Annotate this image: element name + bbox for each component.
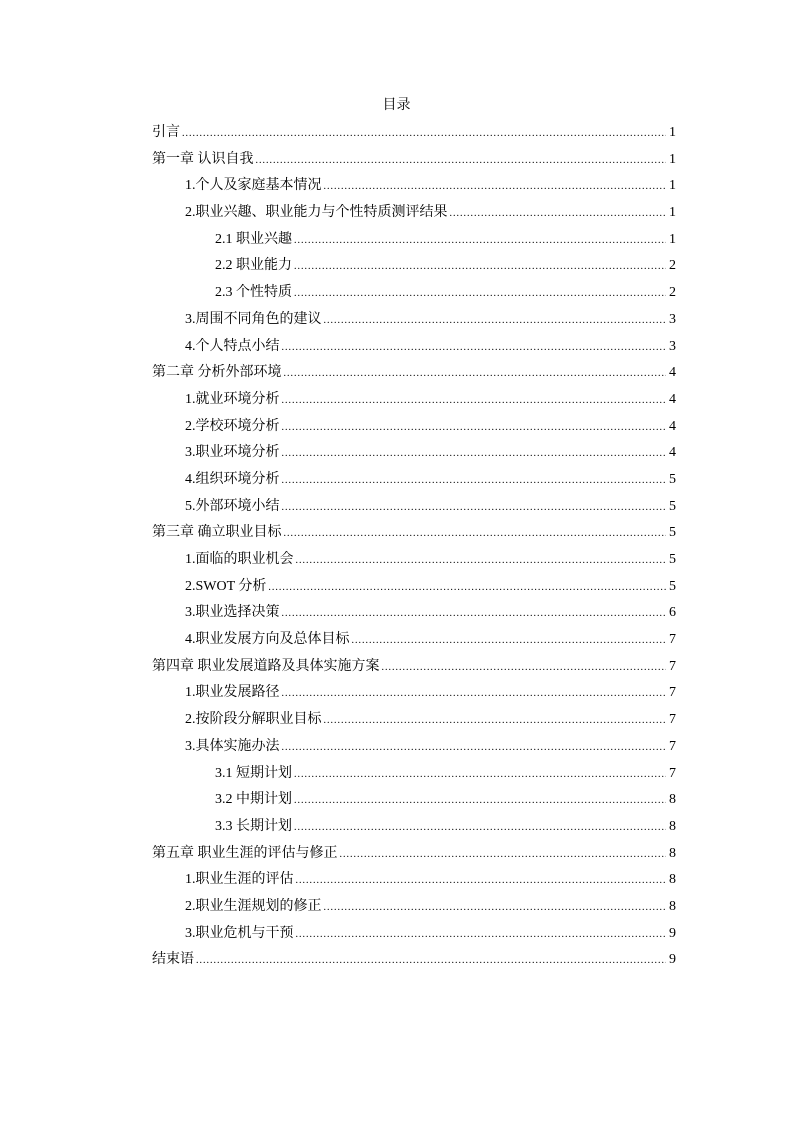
- toc-entry-label: 第五章 职业生涯的评估与修正: [152, 845, 338, 861]
- toc-entry[interactable]: [152, 280, 676, 307]
- toc-entry-page-number: 8: [669, 845, 676, 861]
- toc-entry-label: 3.1 短期计划: [215, 765, 292, 781]
- toc-dot-leader: [294, 788, 666, 815]
- toc-entry-label: 3.2 中期计划: [215, 792, 292, 808]
- toc-entry[interactable]: [152, 947, 676, 974]
- toc-entry[interactable]: [152, 147, 676, 174]
- toc-entry-page-number: 4: [669, 445, 676, 461]
- toc-entry-label: 1.面临的职业机会: [185, 552, 294, 567]
- toc-entry-page-number: 8: [669, 872, 676, 888]
- toc-dot-leader: [282, 415, 667, 442]
- toc-entry-page-number: 5: [669, 552, 676, 567]
- toc-entry-label: 3.具体实施办法: [185, 738, 280, 754]
- toc-dot-leader: [282, 735, 667, 762]
- toc-entry[interactable]: [152, 173, 676, 200]
- toc-entry[interactable]: [152, 867, 676, 894]
- toc-dot-leader: [294, 254, 666, 281]
- toc-dot-leader: [282, 681, 667, 708]
- toc-dot-leader: [282, 468, 667, 495]
- toc-entry[interactable]: [152, 707, 676, 734]
- toc-entry-label: 3.3 长期计划: [215, 818, 292, 834]
- toc-entry[interactable]: [152, 414, 676, 441]
- toc-entry-page-number: 8: [669, 792, 676, 808]
- toc-entry-label: 第三章 确立职业目标: [152, 525, 282, 541]
- toc-entry-label: 1.个人及家庭基本情况: [185, 178, 322, 194]
- toc-entry[interactable]: [152, 734, 676, 761]
- toc-dot-leader: [340, 842, 667, 869]
- toc-entry-label: 2.学校环境分析: [185, 418, 280, 434]
- toc-entry-page-number: 7: [669, 658, 676, 674]
- toc-entry[interactable]: [152, 921, 676, 948]
- toc-entry[interactable]: [152, 600, 676, 627]
- toc-entry-page-number: 8: [669, 898, 676, 914]
- toc-dot-leader: [282, 335, 667, 362]
- toc-entry-label: 2.2 职业能力: [215, 258, 292, 274]
- toc-entry-page-number: 1: [669, 231, 676, 247]
- toc-entry-page-number: 9: [669, 925, 676, 941]
- toc-entry-page-number: 5: [669, 471, 676, 487]
- toc-entry[interactable]: [152, 120, 676, 147]
- toc-dot-leader: [182, 121, 666, 148]
- toc-entry-label: 5.外部环境小结: [185, 498, 280, 514]
- toc-entry[interactable]: [152, 574, 676, 601]
- toc-entry[interactable]: [152, 814, 676, 841]
- toc-entry[interactable]: [152, 467, 676, 494]
- toc-entry-page-number: 7: [669, 632, 676, 648]
- toc-dot-leader: [294, 228, 666, 255]
- toc-entry-page-number: 1: [669, 178, 676, 194]
- toc-entry[interactable]: [152, 787, 676, 814]
- toc-entry-page-number: 1: [669, 205, 676, 221]
- toc-entry[interactable]: [152, 494, 676, 521]
- toc-entry-page-number: 1: [669, 151, 676, 167]
- toc-dot-leader: [294, 281, 666, 308]
- toc-entry[interactable]: [152, 841, 676, 868]
- toc-entry[interactable]: [152, 654, 676, 681]
- toc-entry-page-number: 8: [669, 818, 676, 834]
- toc-dot-leader: [282, 601, 667, 628]
- toc-entry-page-number: 5: [669, 525, 676, 541]
- toc-entry[interactable]: [152, 547, 676, 574]
- toc-entry-page-number: 7: [669, 765, 676, 781]
- toc-entry-label: 第一章 认识自我: [152, 151, 254, 167]
- toc-entry-label: 3.职业选择决策: [185, 605, 280, 621]
- toc-dot-leader: [324, 308, 667, 335]
- toc-entry-page-number: 4: [669, 391, 676, 407]
- toc-entry-page-number: 7: [669, 738, 676, 754]
- toc-entry-page-number: 1: [669, 125, 676, 140]
- toc-dot-leader: [284, 361, 667, 388]
- toc-entry-page-number: 4: [669, 365, 676, 381]
- toc-entry-label: 1.就业环境分析: [185, 391, 280, 407]
- toc-dot-leader: [196, 948, 666, 975]
- toc-entry-page-number: 9: [669, 952, 676, 968]
- toc-dot-leader: [284, 521, 667, 548]
- toc-entry[interactable]: [152, 761, 676, 788]
- toc-entry-page-number: 7: [669, 712, 676, 728]
- toc-dot-leader: [324, 708, 667, 735]
- toc-dot-leader: [294, 815, 666, 842]
- toc-entry-label: 2.职业生涯规划的修正: [185, 898, 322, 914]
- toc-entry-page-number: 4: [669, 418, 676, 434]
- toc-entry-label: 2.1 职业兴趣: [215, 231, 292, 247]
- toc-entry[interactable]: [152, 680, 676, 707]
- toc-dot-leader: [450, 201, 667, 228]
- toc-entry[interactable]: [152, 627, 676, 654]
- toc-dot-leader: [324, 895, 667, 922]
- toc-entry-label: 第四章 职业发展道路及具体实施方案: [152, 658, 380, 674]
- toc-entry-label: 3.职业环境分析: [185, 445, 280, 461]
- toc-dot-leader: [256, 148, 667, 175]
- toc-dot-leader: [296, 922, 667, 949]
- toc-entry-label: 第二章 分析外部环境: [152, 365, 282, 381]
- toc-dot-leader: [352, 628, 667, 655]
- toc-entry-label: 4.个人特点小结: [185, 338, 280, 354]
- toc-dot-leader: [296, 548, 667, 575]
- toc-dot-leader: [282, 388, 667, 415]
- toc-entry-page-number: 5: [669, 498, 676, 514]
- toc-entry-page-number: 2: [669, 258, 676, 274]
- toc-entry[interactable]: [152, 307, 676, 334]
- toc-dot-leader: [324, 174, 667, 201]
- toc-entry-label: 3.职业危机与干预: [185, 925, 294, 941]
- toc-title: 目录: [382, 98, 411, 113]
- toc-entry[interactable]: [152, 253, 676, 280]
- toc-entry-page-number: 3: [669, 338, 676, 354]
- toc-entry[interactable]: [152, 227, 676, 254]
- toc-entry[interactable]: [152, 200, 676, 227]
- toc-entry[interactable]: [152, 360, 676, 387]
- toc-dot-leader: [294, 762, 666, 789]
- toc-entry-label: 2.按阶段分解职业目标: [185, 712, 322, 728]
- toc-entry[interactable]: [152, 440, 676, 467]
- toc-entry-page-number: 7: [669, 685, 676, 701]
- toc-entry-label: 引言: [152, 125, 180, 140]
- toc-dot-leader: [282, 441, 667, 468]
- toc-entry-label: 2.SWOT 分析: [185, 578, 267, 594]
- toc-entry[interactable]: [152, 894, 676, 921]
- toc-dot-leader: [282, 495, 667, 522]
- toc-entry-label: 1.职业生涯的评估: [185, 872, 294, 888]
- toc-dot-leader: [268, 575, 666, 602]
- toc-entry-label: 结束语: [152, 952, 194, 968]
- toc-entry-label: 1.职业发展路径: [185, 685, 280, 701]
- toc-entry-page-number: 5: [669, 578, 676, 594]
- toc-entry-label: 2.职业兴趣、职业能力与个性特质测评结果: [185, 205, 448, 221]
- toc-entry[interactable]: [152, 520, 676, 547]
- toc-entry-label: 4.职业发展方向及总体目标: [185, 632, 350, 648]
- toc-entry[interactable]: [152, 334, 676, 361]
- toc-entry-page-number: 6: [669, 605, 676, 621]
- toc-entry-label: 3.周围不同角色的建议: [185, 311, 322, 327]
- toc-entry[interactable]: [152, 387, 676, 414]
- toc-entry-page-number: 2: [669, 285, 676, 301]
- toc-dot-leader: [382, 655, 667, 682]
- toc-entry-page-number: 3: [669, 311, 676, 327]
- toc-dot-leader: [296, 868, 667, 895]
- toc-list: [152, 120, 676, 974]
- toc-entry-label: 2.3 个性特质: [215, 285, 292, 301]
- toc-entry-label: 4.组织环境分析: [185, 471, 280, 487]
